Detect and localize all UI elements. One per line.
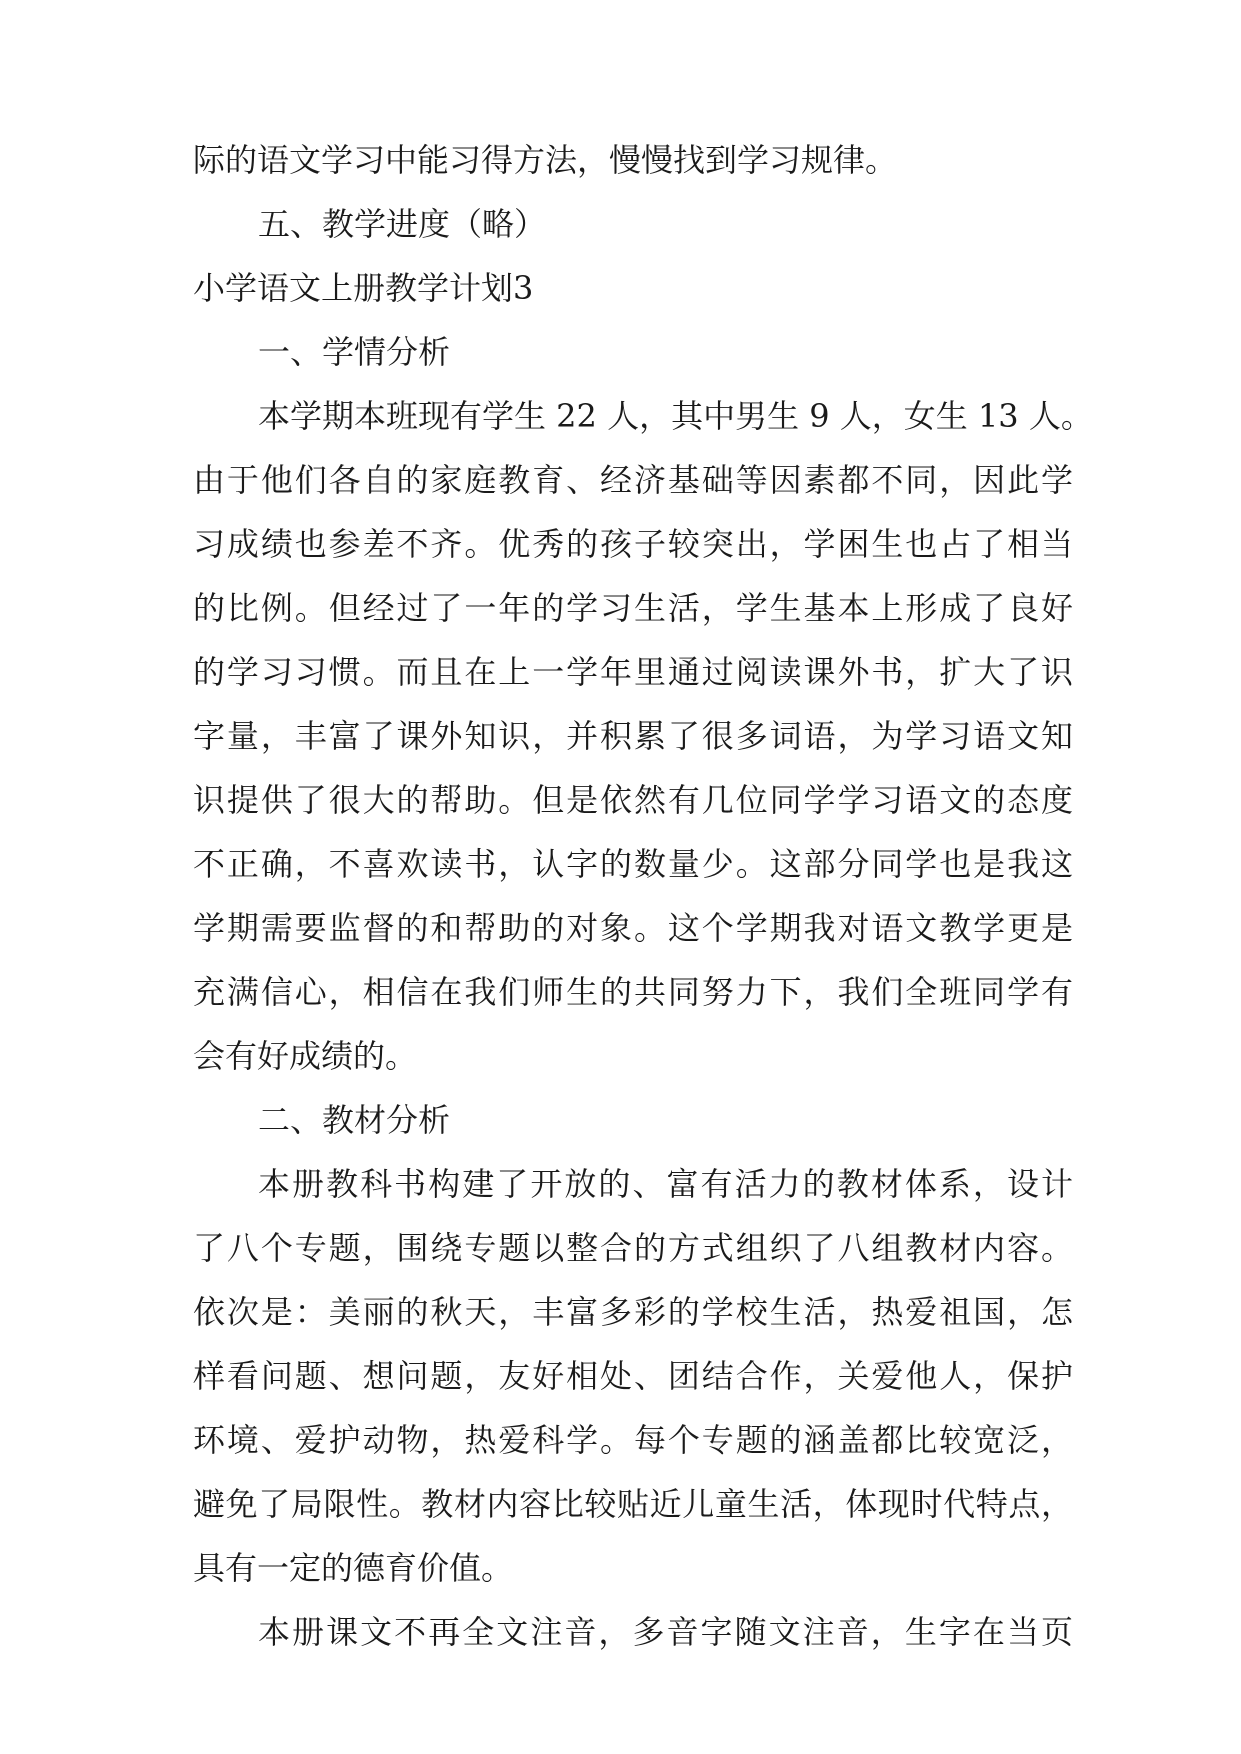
section-heading-textbook-analysis: 二、教材分析	[258, 1101, 451, 1139]
section-heading-teaching-progress: 五、教学进度（略）	[258, 205, 547, 243]
paragraph-line: 学期需要监督的和帮助的对象。这个学期我对语文教学更是	[193, 909, 1073, 947]
paragraph-line: 环境、爱护动物，热爱科学。每个专题的涵盖都比较宽泛，	[193, 1421, 1073, 1459]
paragraph-line: 的比例。但经过了一年的学习生活，学生基本上形成了良好	[193, 589, 1073, 627]
paragraph-line: 充满信心，相信在我们师生的共同努力下，我们全班同学有	[193, 973, 1073, 1011]
document-title: 小学语文上册教学计划3	[193, 269, 534, 307]
paragraph-line: 本学期本班现有学生 22 人，其中男生 9 人，女生 13 人。	[258, 397, 1093, 435]
paragraph-line: 习成绩也参差不齐。优秀的孩子较突出，学困生也占了相当	[193, 525, 1073, 563]
paragraph-line: 依次是：美丽的秋天，丰富多彩的学校生活，热爱祖国，怎	[193, 1293, 1073, 1331]
paragraph-line: 会有好成绩的。	[193, 1037, 418, 1075]
paragraph-line: 避免了局限性。教材内容比较贴近儿童生活，体现时代特点，	[193, 1485, 1073, 1523]
paragraph-line: 际的语文学习中能习得方法，慢慢找到学习规律。	[193, 141, 898, 179]
paragraph-line: 识提供了很大的帮助。但是依然有几位同学学习语文的态度	[193, 781, 1073, 819]
paragraph-line: 样看问题、想问题，友好相处、团结合作，关爱他人，保护	[193, 1357, 1073, 1395]
paragraph-line: 字量，丰富了课外知识，并积累了很多词语，为学习语文知	[193, 717, 1073, 755]
section-heading-student-analysis: 一、学情分析	[258, 333, 451, 371]
paragraph-line: 了八个专题，围绕专题以整合的方式组织了八组教材内容。	[193, 1229, 1073, 1267]
paragraph-line: 由于他们各自的家庭教育、经济基础等因素都不同，因此学	[193, 461, 1073, 499]
paragraph-line: 不正确，不喜欢读书，认字的数量少。这部分同学也是我这	[193, 845, 1073, 883]
paragraph-line: 本册课文不再全文注音，多音字随文注音，生字在当页	[258, 1613, 1073, 1651]
paragraph-line: 本册教科书构建了开放的、富有活力的教材体系，设计	[258, 1165, 1073, 1203]
paragraph-line: 的学习习惯。而且在上一学年里通过阅读课外书，扩大了识	[193, 653, 1073, 691]
paragraph-line: 具有一定的德育价值。	[193, 1549, 514, 1587]
